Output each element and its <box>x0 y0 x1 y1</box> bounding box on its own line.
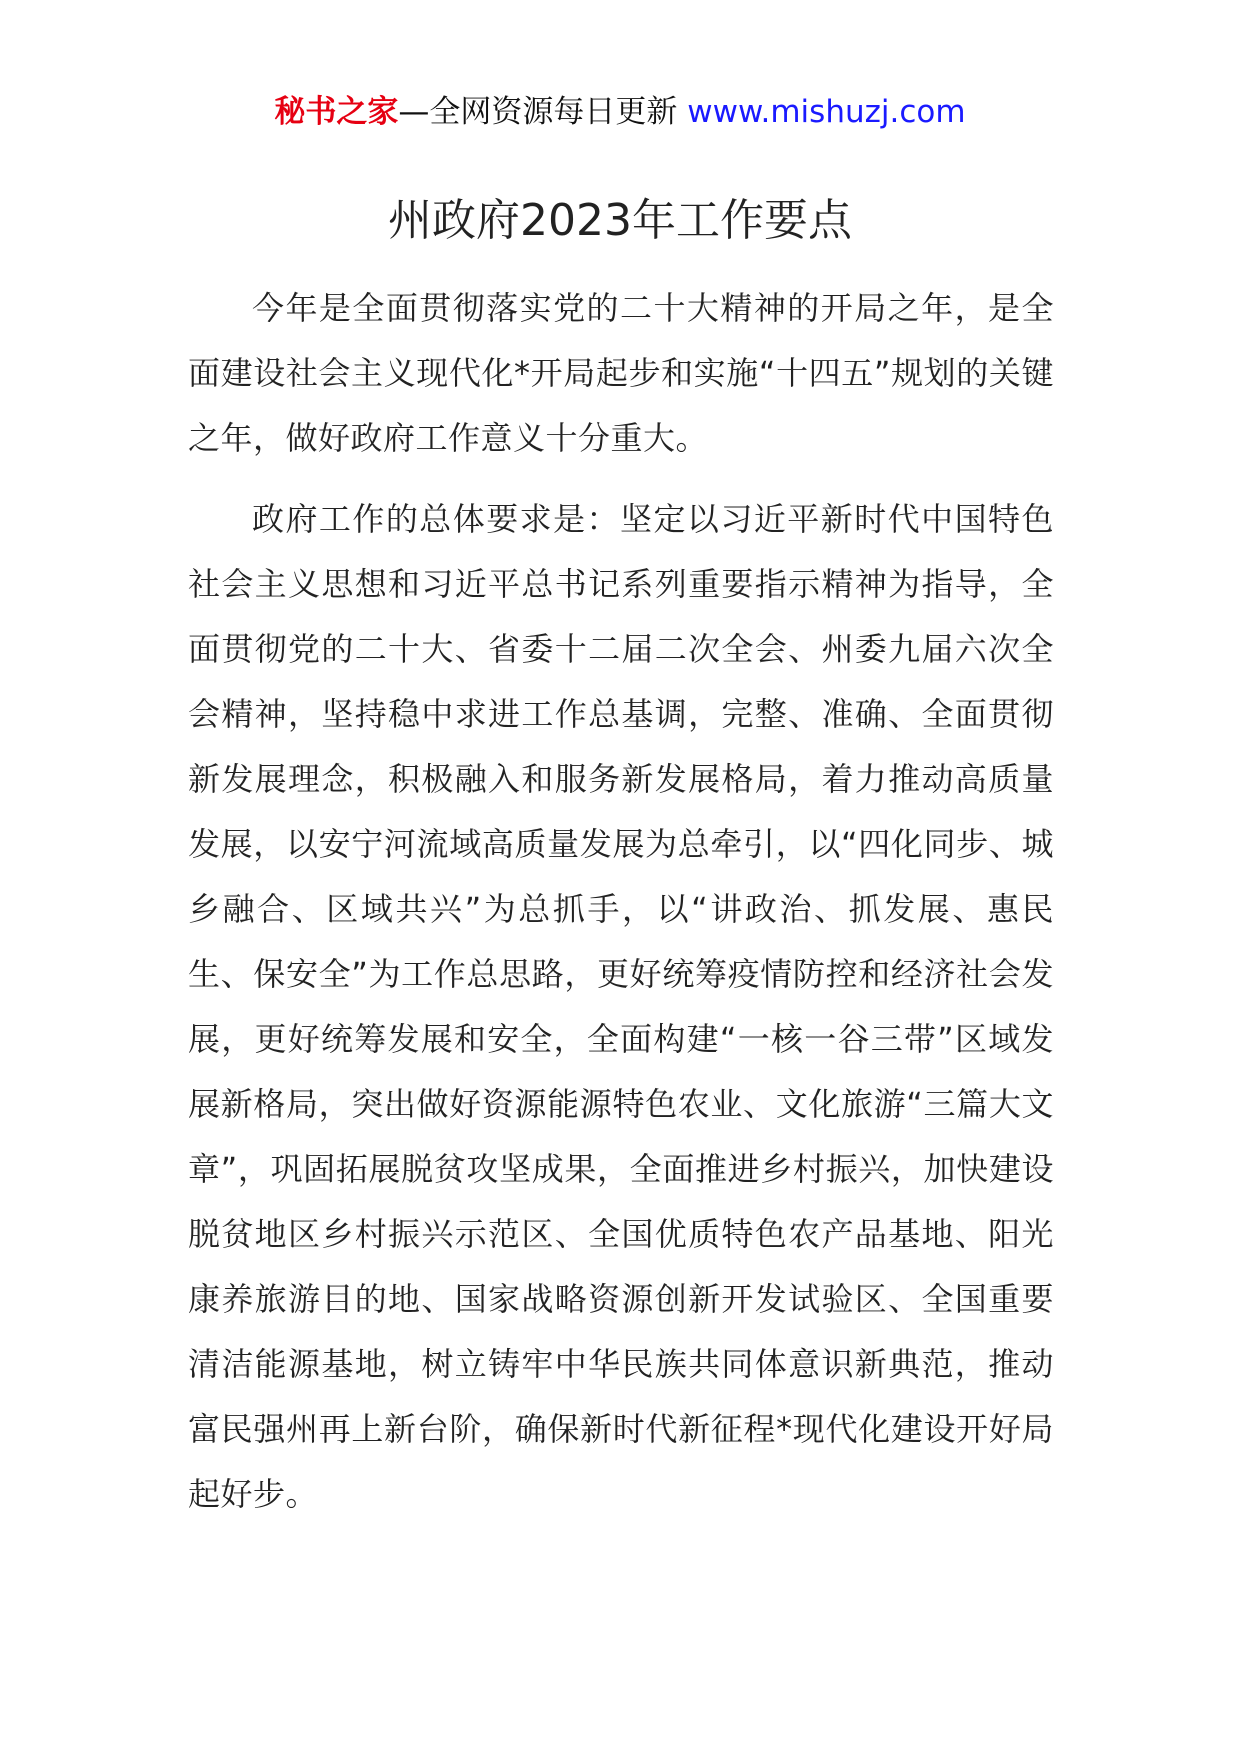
site-slogan: —全网资源每日更新 <box>398 94 678 130</box>
paragraph-requirements: 政府工作的总体要求是：坚定以习近平新时代中国特色社会主义思想和习近平总书记系列重要指示精神为指导，全面贯彻党的二十大、省委十二届二次全会、州委九届六次全会精神，坚持稳中求进工作总基调，完整、准确、全面贯彻新发展理念，积极融入和服务新发展格局，着力推动高质量发展，以安宁河流域高质量发展为总牵引，以“四化同步、城乡融合、区域共兴”为总抓手，以“讲政治、抓发展、惠民生、保安全”为工作总思路，更好统筹疫情防控和经济社会发展，更好统筹发展和安全，全面构建“一核一谷三带”区域发展新格局，突出做好资源能源特色农业、文化旅游“三篇大文章”，巩固拓展脱贫攻坚成果，全面推进乡村振兴，加快建设脱贫地区乡村振兴示范区、全国优质特色农产品基地、阳光康养旅游目的地、国家战略资源创新开发试验区、全国重要清洁能源基地，树立铸牢中华民族共同体意识新典范，推动富民强州再上新台阶，确保新时代新征程*现代化建设开好局起好步。 <box>188 500 1054 1513</box>
document-body <box>188 276 1054 1527</box>
site-brand: 秘书之家 <box>274 94 399 130</box>
site-header <box>0 92 1240 132</box>
site-url-link[interactable]: www.mishuzj.com <box>687 94 966 130</box>
document-title: 州政府2023年工作要点 <box>388 195 852 246</box>
paragraph-intro: 今年是全面贯彻落实党的二十大精神的开局之年，是全面建设社会主义现代化*开局起步和实施“十四五”规划的关键之年，做好政府工作意义十分重大。 <box>188 289 1054 457</box>
